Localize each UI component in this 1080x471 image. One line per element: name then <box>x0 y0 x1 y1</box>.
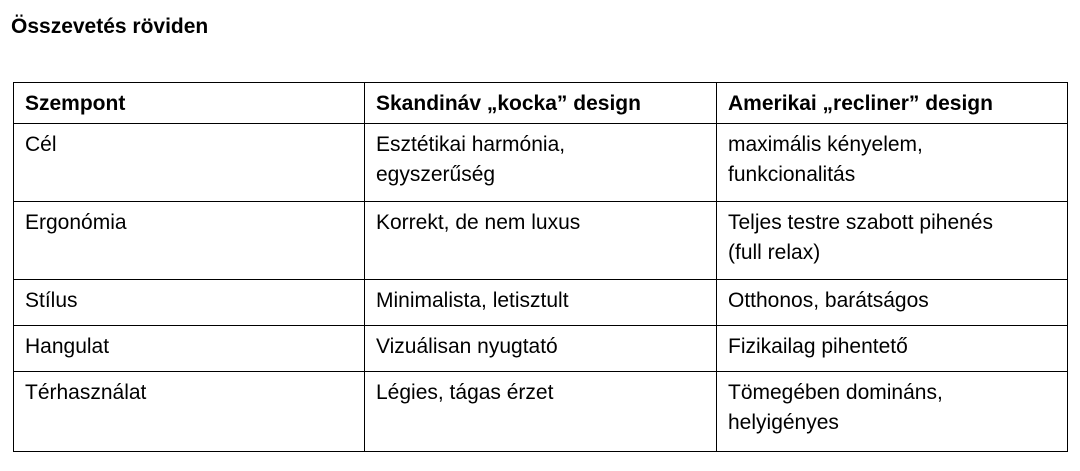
table-row <box>14 326 1068 372</box>
cell-line: Korrekt, de nem luxus <box>376 211 581 234</box>
cell-american <box>717 280 1068 326</box>
cell-scandinavian <box>365 202 717 280</box>
header-criterion: Szempont <box>14 83 365 124</box>
cell-american <box>717 202 1068 280</box>
document-title: Összevetés röviden <box>11 15 209 38</box>
cell-american <box>717 124 1068 202</box>
cell-line: Légies, tágas érzet <box>376 381 554 404</box>
cell-line: Fizikailag pihentető <box>728 335 908 358</box>
cell-line: helyigényes <box>728 411 839 434</box>
cell-scandinavian <box>365 124 717 202</box>
table-header-row <box>14 83 1068 124</box>
comparison-table <box>13 82 1068 452</box>
cell-scandinavian <box>365 372 717 452</box>
cell-criterion: Térhasználat <box>14 372 365 452</box>
cell-line: Vizuálisan nyugtató <box>376 335 558 358</box>
cell-american <box>717 372 1068 452</box>
cell-criterion: Hangulat <box>14 326 365 372</box>
table-row <box>14 202 1068 280</box>
cell-line: Teljes testre szabott pihenés <box>728 211 993 234</box>
header-scandinavian: Skandináv „kocka” design <box>365 83 717 124</box>
cell-line: Esztétikai harmónia, <box>376 133 566 156</box>
cell-line: funkcionalitás <box>728 163 856 186</box>
cell-scandinavian <box>365 326 717 372</box>
header-american: Amerikai „recliner” design <box>717 83 1068 124</box>
table-row <box>14 372 1068 452</box>
cell-american <box>717 326 1068 372</box>
cell-criterion: Stílus <box>14 280 365 326</box>
cell-scandinavian <box>365 280 717 326</box>
table-row <box>14 280 1068 326</box>
cell-line: Otthonos, barátságos <box>728 289 929 312</box>
cell-line: Minimalista, letisztult <box>376 289 569 312</box>
cell-line: egyszerűség <box>376 163 496 186</box>
cell-criterion: Ergonómia <box>14 202 365 280</box>
cell-line: Tömegében domináns, <box>728 381 943 404</box>
cell-line: maximális kényelem, <box>728 133 923 156</box>
cell-criterion: Cél <box>14 124 365 202</box>
table-row <box>14 124 1068 202</box>
cell-line: (full relax) <box>728 241 821 264</box>
